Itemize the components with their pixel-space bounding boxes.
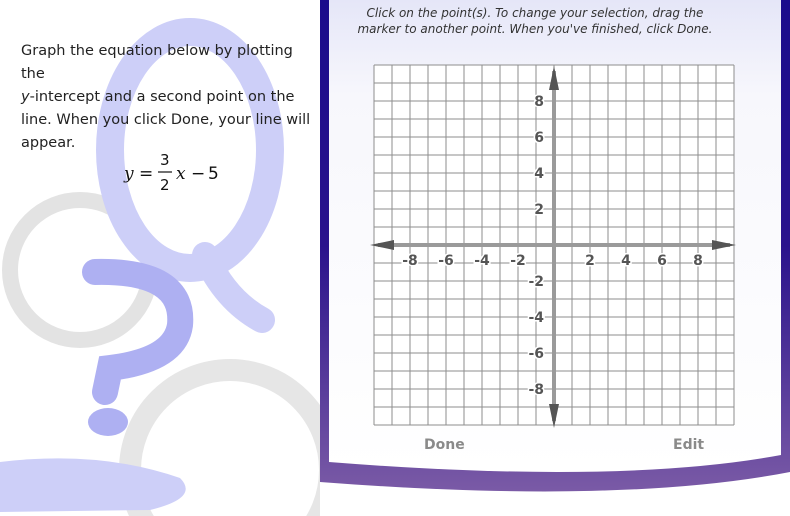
- instructions-line: -intercept and a second point on the: [29, 89, 295, 105]
- x-tick-label: 4: [621, 253, 631, 269]
- x-tick-label: -4: [474, 253, 490, 269]
- x-tick-label: -6: [438, 253, 454, 269]
- equation-lhs: y: [124, 164, 134, 184]
- equation-equals: =: [139, 164, 154, 184]
- edit-button[interactable]: Edit: [673, 437, 705, 453]
- coordinate-grid[interactable]: [360, 56, 750, 436]
- x-tick-label: -2: [510, 253, 526, 269]
- equation-minus: −: [191, 164, 206, 184]
- equation-constant: 5: [208, 164, 219, 184]
- x-tick-label: 8: [693, 253, 703, 269]
- fraction-numerator: 3: [160, 151, 170, 169]
- fraction-denominator: 2: [160, 176, 170, 194]
- y-tick-label: -6: [528, 346, 544, 362]
- graph-instructions: [340, 5, 730, 37]
- instructions-line: appear.: [21, 135, 76, 151]
- equation: [122, 150, 242, 200]
- y-tick-label: 8: [534, 94, 544, 110]
- equation-variable: x: [176, 164, 186, 184]
- y-tick-label: -4: [528, 310, 544, 326]
- y-tick-label: 4: [534, 166, 544, 182]
- x-tick-label: -8: [402, 253, 418, 269]
- y-tick-label: 6: [534, 130, 544, 146]
- y-tick-label: 2: [534, 202, 544, 218]
- instructions-line: Graph the equation below by plotting the: [21, 43, 293, 82]
- x-tick-label: 2: [585, 253, 595, 269]
- y-tick-label: -2: [528, 274, 544, 290]
- y-variable-text: y: [21, 89, 30, 105]
- prompt-line: Click on the point(s). To change your selection, drag the: [366, 6, 704, 20]
- y-tick-label: -8: [528, 382, 544, 398]
- prompt-line: marker to another point. When you've finished, click Done.: [357, 22, 713, 36]
- instructions-text: [21, 40, 316, 155]
- done-button[interactable]: Done: [424, 437, 465, 453]
- question-panel: [0, 0, 321, 516]
- x-tick-label: 6: [657, 253, 667, 269]
- instructions-line: line. When you click Done, your line will: [21, 112, 311, 128]
